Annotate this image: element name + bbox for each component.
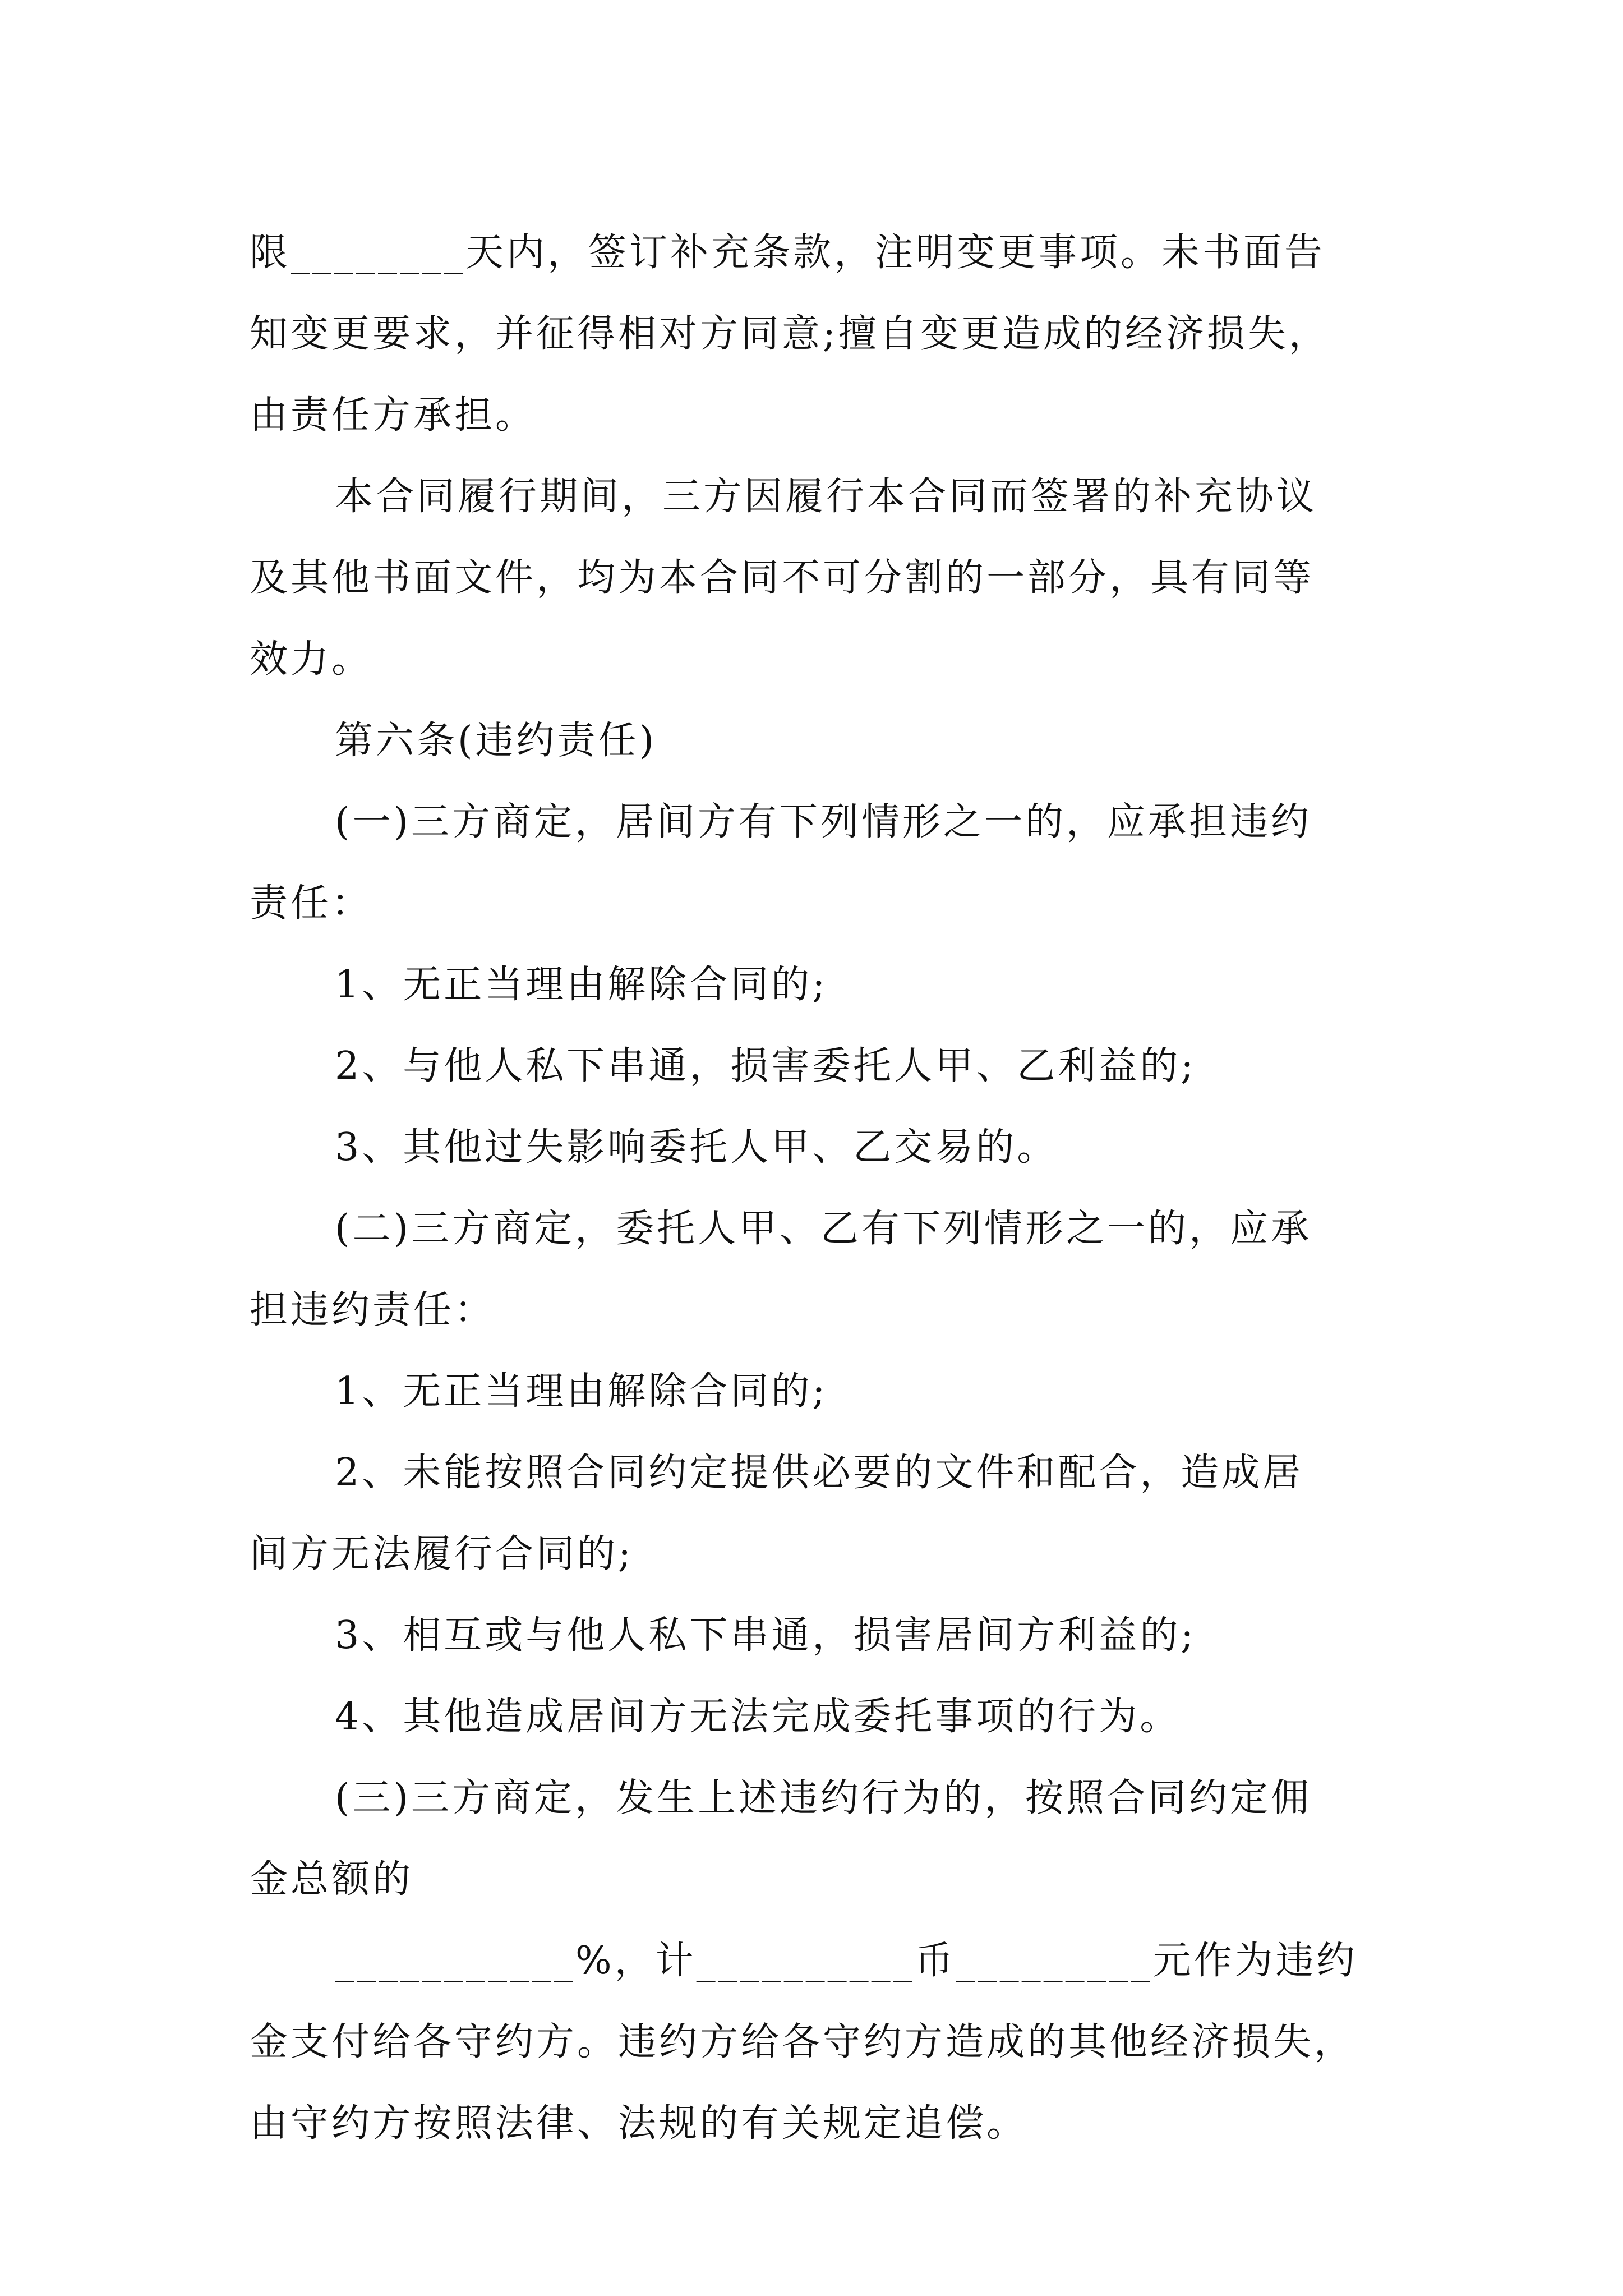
text-line-23: 金支付给各守约方。违约方给各守约方造成的其他经济损失， — [250, 2020, 1355, 2064]
text-line-3: 由责任方承担。 — [250, 393, 537, 438]
list-item: 4、其他造成居间方无法完成委托事项的行为。 — [335, 1695, 1181, 1739]
text-line-14: 担违约责任： — [250, 1288, 496, 1332]
list-item: 1、无正当理由解除合同的; — [335, 1369, 828, 1414]
article-heading: 第六条(违约责任) — [335, 719, 657, 763]
text-line-5: 及其他书面文件，均为本合同不可分割的一部分，具有同等 — [250, 556, 1315, 600]
list-item: 1、无正当理由解除合同的; — [335, 963, 828, 1007]
text-line-24: 由守约方按照法律、法规的有关规定追偿。 — [250, 2101, 1028, 2146]
text-line-20: (三)三方商定，发生上述违约行为的，按照合同约定佣 — [335, 1776, 1312, 1820]
text-line-22: ___________%，计__________币_________元作为违约 — [335, 1939, 1358, 1983]
text-line-8: (一)三方商定，居间方有下列情形之一的，应承担违约 — [335, 800, 1312, 844]
list-item: 2、未能按照合同约定提供必要的文件和配合，造成居 — [335, 1451, 1304, 1495]
text-line-17: 间方无法履行合同的; — [250, 1532, 634, 1576]
text-line-1: 限________天内，签订补充条款，注明变更事项。未书面告 — [250, 231, 1326, 275]
list-item: 3、其他过失影响委托人甲、乙交易的。 — [335, 1125, 1058, 1170]
list-item: 3、相互或与他人私下串通，损害居间方利益的; — [335, 1613, 1197, 1658]
text-line-2: 知变更要求，并征得相对方同意;擅自变更造成的经济损失， — [250, 312, 1330, 356]
text-line-4: 本合同履行期间，三方因履行本合同而签署的补充协议 — [335, 475, 1318, 519]
document-page — [250, 212, 1391, 2164]
text-line-9: 责任： — [250, 881, 373, 926]
text-line-21: 金总额的 — [250, 1857, 414, 1902]
text-line-13: (二)三方商定，委托人甲、乙有下列情形之一的，应承 — [335, 1207, 1312, 1251]
text-line-6: 效力。 — [250, 637, 373, 682]
list-item: 2、与他人私下串通，损害委托人甲、乙利益的; — [335, 1044, 1197, 1088]
